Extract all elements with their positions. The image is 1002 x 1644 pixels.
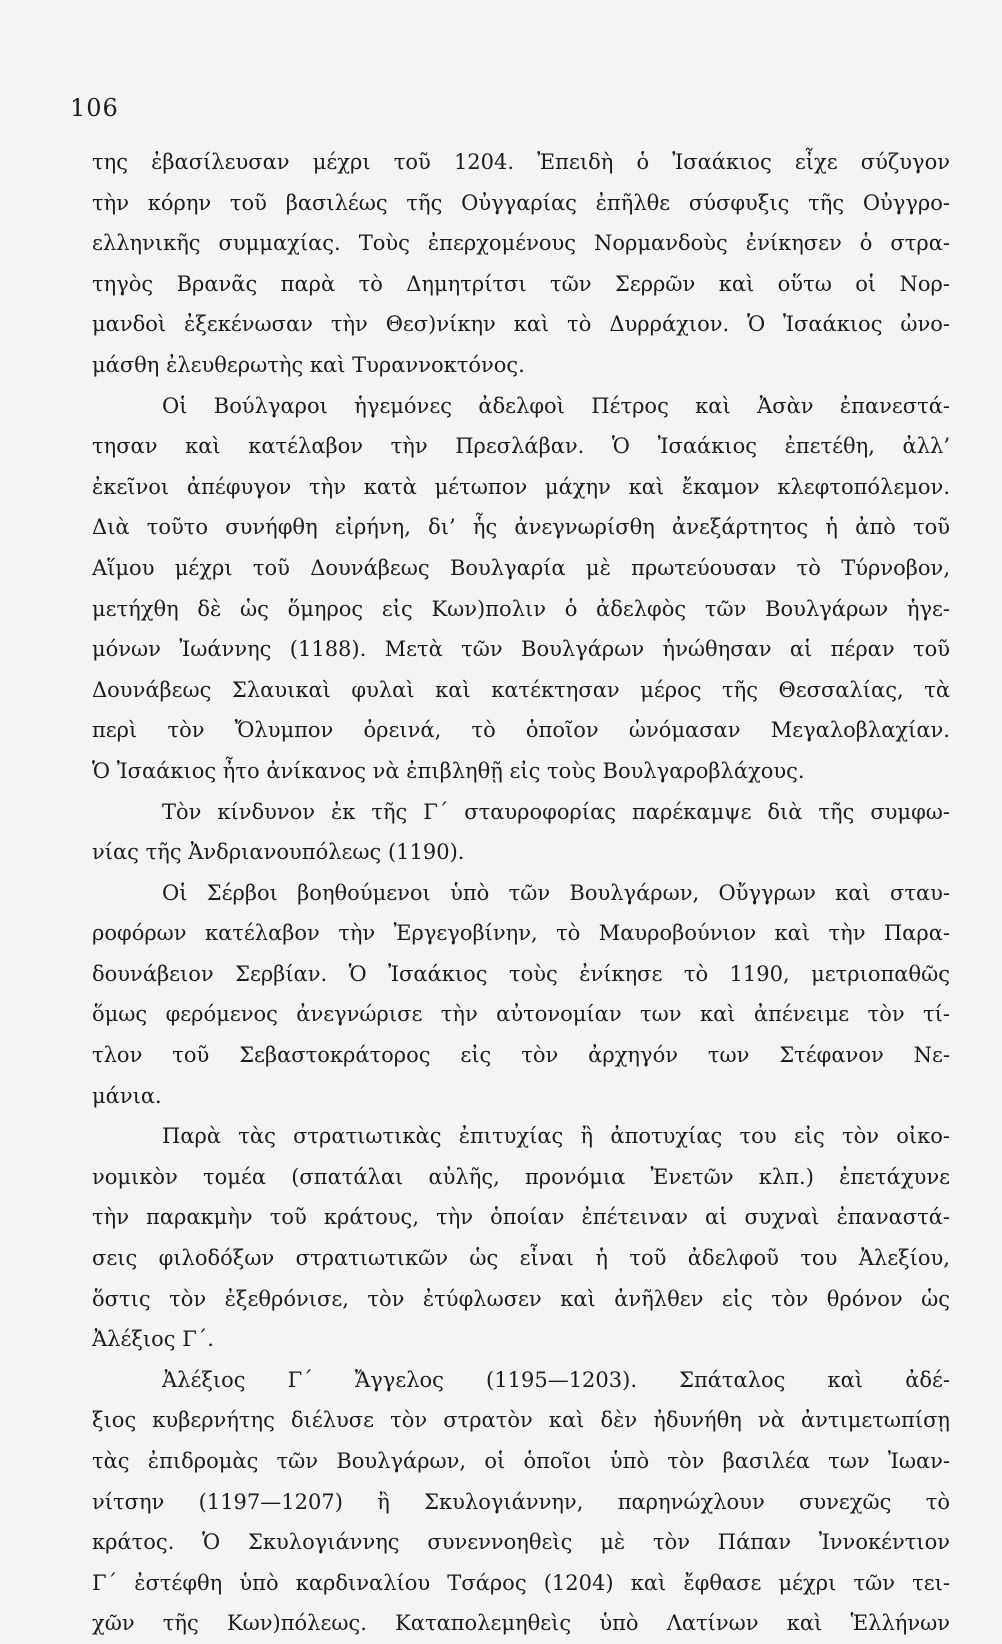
text-line-content: Οἱ Σέρβοι βοηθούμενοι ὑπὸ τῶν Βουλγάρων, Οὔγγρων καὶ σταυ- <box>162 880 950 905</box>
text-line-content: νίτσην (1197—1207) ἢ Σκυλογιάννην, παρηνώχλουν συνεχῶς τὸ <box>92 1489 950 1514</box>
page-number: 106 <box>70 94 119 122</box>
text-line-content: μετήχθη δὲ ὡς ὅμηρος εἰς Κων)πολιν ὁ ἀδελφὸς τῶν Βουλγάρων ἡγε- <box>92 596 950 621</box>
text-line <box>92 304 950 345</box>
text-line-content: ροφόρων κατέλαβον τὴν Ἐργεγοβίνην, τὸ Μαυροβούνιον καὶ τὴν Παρα- <box>92 921 950 946</box>
text-line-content: χῶν τῆς Κων)πόλεως. Καταπολεμηθεὶς ὑπὸ Λατίνων καὶ Ἑλλήνων <box>92 1611 950 1636</box>
text-line <box>92 994 950 1035</box>
text-line-content: Γ΄ ἐστέφθη ὑπὸ καρδιναλίου Τσάρος (1204) καὶ ἔφθασε μέχρι τῶν τει- <box>92 1570 950 1595</box>
text-line <box>92 832 950 873</box>
text-line-content: μόνων Ἰωάννης (1188). Μετὰ τῶν Βουλγάρων ἡνώθησαν αἱ πέραν τοῦ <box>92 637 950 662</box>
text-line-content: τησαν καὶ κατέλαβον τὴν Πρεσλάβαν. Ὁ Ἰσαάκιος ἐπετέθη, ἀλλ’ <box>92 434 950 459</box>
text-line <box>92 1238 950 1279</box>
text-line-content: μανδοὶ ἐξεκένωσαν τὴν Θεσ)νίκην καὶ τὸ Δυρράχιον. Ὁ Ἰσαάκιος ὠνο- <box>92 312 950 337</box>
text-line <box>92 548 950 589</box>
text-line-content: δουνάβειον Σερβίαν. Ὁ Ἰσαάκιος τοὺς ἐνίκησε τὸ 1190, μετριοπαθῶς <box>92 961 950 986</box>
text-line-content: σεις φιλοδόξων στρατιωτικῶν ὡς εἶναι ἡ τοῦ ἀδελφοῦ του Ἀλεξίου, <box>92 1246 950 1271</box>
text-line <box>92 1441 950 1482</box>
text-line <box>92 386 950 427</box>
body-text <box>92 142 950 1644</box>
text-line <box>92 1319 950 1360</box>
text-line <box>92 345 950 386</box>
text-line <box>92 1197 950 1238</box>
text-line <box>92 670 950 711</box>
text-line <box>92 913 950 954</box>
text-line-content: ὅμως φερόμενος ἀνεγνώρισε τὴν αὐτονομίαν των καὶ ἀπένειμε τὸν τί- <box>92 1002 950 1027</box>
text-line-content: Διὰ τοῦτο συνήφθη εἰρήνη, δι’ ἧς ἀνεγνωρίσθη ἀνεξάρτητος ἡ ἀπὸ τοῦ <box>92 515 950 540</box>
text-line-content: τὴν παρακμὴν τοῦ κράτους, τὴν ὁποίαν ἐπέτειναν αἱ συχναὶ ἐπαναστά- <box>92 1205 950 1230</box>
text-line <box>92 710 950 751</box>
text-line-content: περὶ τὸν Ὄλυμπον ὀρεινά, τὸ ὁποῖον ὠνόμασαν Μεγαλοβλαχίαν. <box>92 718 950 743</box>
text-line <box>92 1035 950 1076</box>
text-line-content: Παρὰ τὰς στρατιωτικὰς ἐπιτυχίας ἢ ἀποτυχίας του εἰς τὸν οἰκο- <box>162 1124 950 1149</box>
text-line <box>92 467 950 508</box>
text-line-content: τηγὸς Βρανᾶς παρὰ τὸ Δημητρίτσι τῶν Σερρῶν καὶ οὕτω οἱ Νορ- <box>92 271 950 296</box>
text-line <box>92 629 950 670</box>
text-line-content: Δουνάβεως Σλαυικαὶ φυλαὶ καὶ κατέκτησαν μέρος τῆς Θεσσαλίας, τὰ <box>92 677 950 702</box>
text-line <box>92 507 950 548</box>
text-line-content: ἐκεῖνοι ἀπέφυγον τὴν κατὰ μέτωπον μάχην καὶ ἔκαμον κλεφτοπόλεμον. <box>92 474 950 499</box>
text-line <box>92 1076 950 1117</box>
text-line <box>92 223 950 264</box>
text-line-content: τλον τοῦ Σεβαστοκράτορος εἰς τὸν ἀρχηγόν των Στέφανον Νε- <box>92 1043 950 1068</box>
text-line-content: μάσθη ἐλευθερωτὴς καὶ Τυραννοκτόνος. <box>92 352 525 377</box>
text-line <box>92 589 950 630</box>
text-line-content: τὰς ἐπιδρομὰς τῶν Βουλγάρων, οἱ ὁποῖοι ὑπὸ τὸν βασιλέα των Ἰωαν- <box>92 1449 950 1473</box>
text-line-content: ξιος κυβερνήτης διέλυσε τὸν στρατὸν καὶ δὲν ἠδυνήθη νὰ ἀντιμετωπίσῃ <box>92 1408 950 1433</box>
text-line <box>92 751 950 792</box>
text-line <box>92 426 950 467</box>
text-line-content: Ὁ Ἰσαάκιος ἦτο ἀνίκανος νὰ ἐπιβληθῇ εἰς τοὺς Βουλγαροβλάχους. <box>92 758 805 783</box>
text-line-content: Αἵμου μέχρι τοῦ Δουνάβεως Βουλγαρία μὲ πρωτεύουσαν τὸ Τύρνοβον, <box>92 555 950 580</box>
text-line <box>92 1522 950 1563</box>
text-line <box>92 954 950 995</box>
text-line-content: νομικὸν τομέα (σπατάλαι αὐλῆς, προνόμια Ἐνετῶν κλπ.) ἐπετάχυνε <box>92 1164 950 1189</box>
text-line-content: Οἱ Βούλγαροι ἡγεμόνες ἀδελφοὶ Πέτρος καὶ Ἀσὰν ἐπανεστά- <box>162 393 950 418</box>
text-line-content: ελληνικῆς συμμαχίας. Τοὺς ἐπερχομένους Νορμανδοὺς ἐνίκησεν ὁ στρα- <box>92 231 950 256</box>
text-line-content: της ἐβασίλευσαν μέχρι τοῦ 1204. Ἐπειδὴ ὁ Ἰσαάκιος εἶχε σύζυγον <box>92 150 950 174</box>
text-line <box>92 1400 950 1441</box>
text-line <box>92 264 950 305</box>
text-line <box>92 1279 950 1320</box>
text-line-content: Ἀλέξιος Γ΄ Ἄγγελος (1195—1203). Σπάταλος καὶ ἀδέ- <box>162 1367 950 1392</box>
text-line-content: ὅστις τὸν ἐξεθρόνισε, τὸν ἐτύφλωσεν καὶ ἀνῆλθεν εἰς τὸν θρόνον ὡς <box>92 1286 950 1311</box>
text-line <box>92 873 950 914</box>
text-line <box>92 1360 950 1401</box>
text-line-content: νίας τῆς Ἀνδριανουπόλεως (1190). <box>92 840 465 865</box>
text-line <box>92 1116 950 1157</box>
text-line <box>92 1482 950 1523</box>
text-line <box>92 142 950 183</box>
text-line-content: τὴν κόρην τοῦ βασιλέως τῆς Οὐγγαρίας ἐπῆλθε σύσφυξις τῆς Οὐγγρο- <box>92 190 950 215</box>
text-line <box>92 183 950 224</box>
text-line-content: κράτος. Ὁ Σκυλογιάννης συνεννοηθεὶς μὲ τὸν Πάπαν Ἰννοκέντιον <box>92 1530 950 1555</box>
text-line-content: Ἀλέξιος Γ΄. <box>92 1327 214 1352</box>
text-line <box>92 792 950 833</box>
text-line <box>92 1603 950 1644</box>
text-line-content: μάνια. <box>92 1083 162 1108</box>
text-line <box>92 1157 950 1198</box>
text-line-content: Τὸν κίνδυνον ἐκ τῆς Γ΄ σταυροφορίας παρέκαμψε διὰ τῆς συμφω- <box>162 799 950 824</box>
text-line <box>92 1563 950 1604</box>
